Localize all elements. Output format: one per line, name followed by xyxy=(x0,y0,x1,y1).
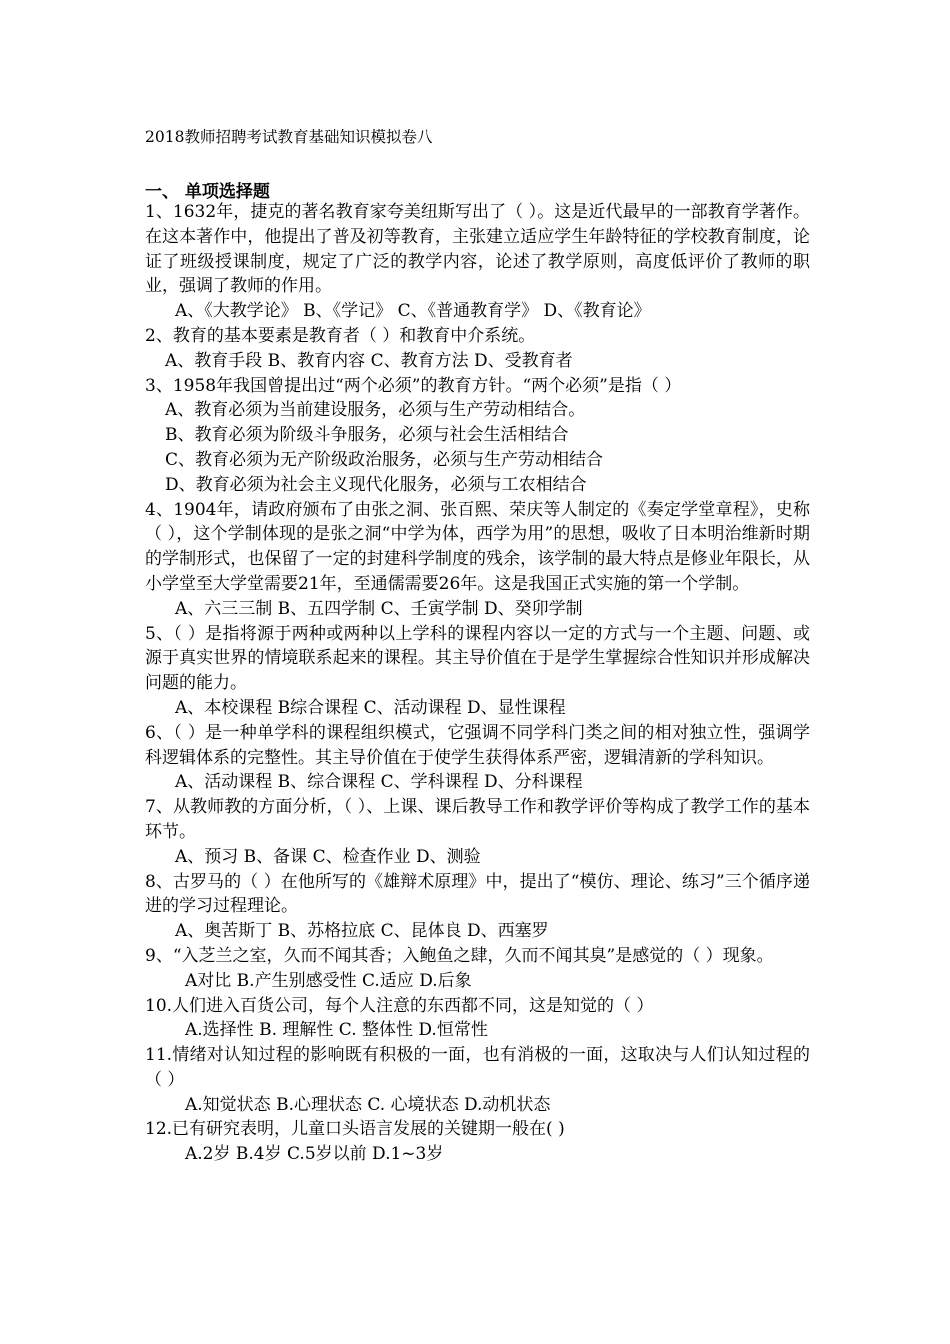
question-8: 8、古罗马的（ ）在他所写的《雄辩术原理》中，提出了“模仿、理论、练习”三个循序递进的学习过程理论。 xyxy=(145,871,810,917)
options-5: A、本校课程 B综合课程 C、活动课程 D、显性课程 xyxy=(175,697,566,718)
question-6: 6、（ ）是一种单学科的课程组织模式，它强调不同学科门类之间的相对独立性，强调学科逻辑体系的完整性。其主导价值在于使学生获得体系严密，逻辑清新的学科知识。 xyxy=(145,722,810,768)
question-10: 10.人们进入百货公司，每个人注意的东西都不同，这是知觉的（ ） xyxy=(145,995,654,1016)
question-5: 5、（ ）是指将源于两种或两种以上学科的课程内容以一定的方式与一个主题、问题、或源于真实世界的情境联系起来的课程。其主导价值在于是学生掌握综合性知识并形成解决问题的能力。 xyxy=(145,623,810,694)
options-2: A、教育手段 B、教育内容 C、教育方法 D、受教育者 xyxy=(165,350,573,371)
option-3c: C、教育必须为无产阶级政治服务，必须与生产劳动相结合 xyxy=(165,449,604,470)
options-1: A、《大教学论》 B、《学记》 C、《普通教育学》 D、《教育论》 xyxy=(175,301,651,322)
question-9: 9、“入芝兰之室，久而不闻其香；入鲍鱼之肆，久而不闻其臭”是感觉的（ ）现象。 xyxy=(145,945,774,966)
options-6: A、活动课程 B、综合课程 C、学科课程 D、分科课程 xyxy=(175,772,583,793)
section-heading: 一、 单项选择题 xyxy=(145,182,270,202)
options-4: A、六三三制 B、五四学制 C、壬寅学制 D、癸卯学制 xyxy=(175,598,583,619)
options-11: A.知觉状态 B.心理状态 C. 心境状态 D.动机状态 xyxy=(185,1094,551,1115)
question-1: 1、1632年，捷克的著名教育家夸美纽斯写出了（ ）。这是近代最早的一部教育学著作。在这本著作中，他提出了普及初等教育，主张建立适应学生年龄特征的学校教育制度，论证了班级授课制度，规定了广泛的教学内容，论述了教学原则，高度低评价了教师的职业，强调了教师的作用。 xyxy=(145,202,810,297)
options-9: A对比 B.产生别感受性 C.适应 D.后象 xyxy=(185,970,472,991)
option-3b: B、教育必须为阶级斗争服务，必须与社会生活相结合 xyxy=(165,425,569,446)
options-8: A、奥苦斯丁 B、苏格拉底 C、昆体良 D、西塞罗 xyxy=(175,921,549,942)
question-11: 11.情绪对认知过程的影响既有积极的一面，也有消极的一面，这取决与人们认知过程的（ ） xyxy=(145,1045,810,1090)
options-12: A.2岁 B.4岁 C.5岁以前 D.1~3岁 xyxy=(185,1144,444,1165)
question-2: 2、教育的基本要素是教育者（ ）和教育中介系统。 xyxy=(145,325,536,346)
question-list xyxy=(145,200,810,1167)
option-3a: A、教育必须为当前建设服务，必须与生产劳动相结合。 xyxy=(165,400,586,421)
option-3d: D、教育必须为社会主义现代化服务，必须与工农相结合 xyxy=(165,474,587,495)
question-12: 12.已有研究表明，儿童口头语言发展的关键期一般在( ) xyxy=(145,1119,565,1140)
question-4: 4、1904年，请政府颁布了由张之洞、张百熙、荣庆等人制定的《奏定学堂章程》，史称（ ），这个学制体现的是张之洞“中学为体，西学为用”的思想，吸收了日本明治维新时期的学制形式，也保留了一定的封建科学制度的残余，该学制的最大特点是修业年限长，从小学堂至大学堂需要21年，至通儒需要26年。这是我国正式实施的第一个学制。 xyxy=(145,499,810,594)
document-title: 2018教师招聘考试教育基础知识模拟卷八 xyxy=(145,128,433,146)
options-10: A.选择性 B. 理解性 C. 整体性 D.恒常性 xyxy=(185,1020,488,1041)
question-3: 3、1958年我国曾提出过“两个必须”的教育方针。“两个必须”是指（ ） xyxy=(145,375,682,396)
options-7: A、预习 B、备课 C、检查作业 D、测验 xyxy=(175,846,481,867)
question-7: 7、从教师教的方面分析，（ ）、上课、课后教导工作和教学评价等构成了教学工作的基本环节。 xyxy=(145,797,810,842)
